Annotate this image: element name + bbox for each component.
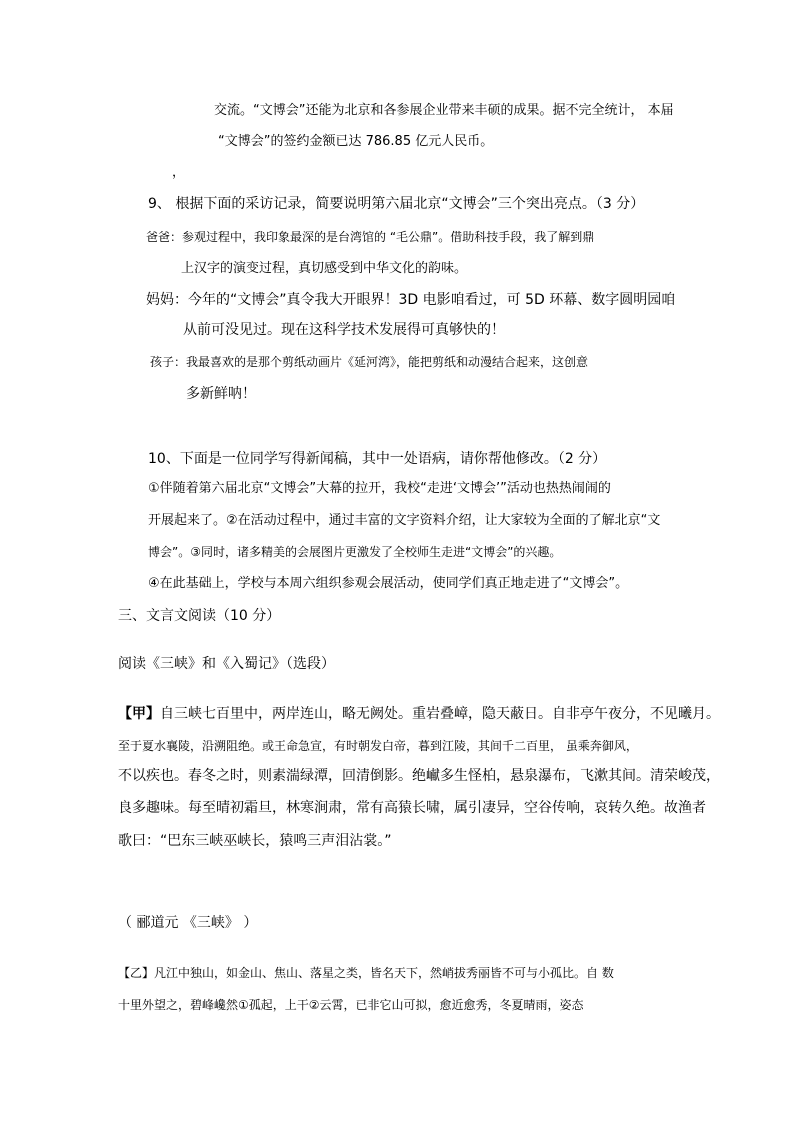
text-line: “文博会”的签约金额已达 786.85 亿元人民币。 (218, 134, 494, 149)
news-line: ①伴随着第六届北京“文博会”大幕的拉开，我校“走进‘文博会’”活动也热热闹闹的 (148, 481, 611, 496)
interview-kid-cont: 多新鲜呐！ (186, 386, 256, 402)
passage-jia-text: 自三峡七百里中，两岸连山，略无阙处。重岩叠嶂，隐天蔽日。自非亭午夜分，不见曦月。 (160, 706, 720, 722)
section-heading: 三、文言文阅读（10 分） (118, 608, 281, 624)
passage-jia-line: 良多趣味。每至晴初霜旦，林寒涧肃，常有高猿长啸，属引凄异，空谷传响，哀转久绝。故渔者 (118, 800, 706, 816)
passage-jia-line: 不以疾也。春冬之时，则素湍绿潭，回清倒影。绝𪩘多生怪柏，悬泉瀑布，飞漱其间。清荣峻茂， (118, 768, 720, 784)
passage-yi-line: 【乙】凡江中独山，如金山、焦山、落星之类，皆名天下，然峭拔秀丽皆不可与小孤比。自 数 (118, 966, 614, 980)
passage-jia-line (118, 707, 720, 721)
question-9: 9、 根据下面的采访记录，简要说明第六届北京“文博会”三个突出亮点。（3 分） (148, 196, 645, 212)
question-10: 10、下面是一位同学写得新闻稿，其中一处语病，请你帮他修改。（2 分） (148, 451, 607, 467)
interview-mom: 妈妈：今年的“文博会”真令我大开眼界！3D 电影咱看过，可 5D 环幕、数字圆明园咱 (146, 292, 676, 308)
text-line: ， (172, 165, 186, 180)
passage-jia-line: 歌曰：“巴东三峡巫峡长，猿鸣三声泪沾裳。” (118, 833, 392, 849)
passage-yi-line: 十里外望之，碧峰巉然①孤起，上干②云霄，已非它山可拟，愈近愈秀，冬夏晴雨，姿态 (118, 998, 584, 1012)
interview-kid: 孩子：我最喜欢的是那个剪纸动画片《延河湾》，能把剪纸和动漫结合起来，这创意 (150, 355, 589, 369)
passage-jia-line: 至于夏水襄陵，沿溯阻绝。或王命急宣，有时朝发白帝，暮到江陵，其间千二百里， 虽乘奔御风， (118, 739, 638, 753)
passage-jia-tag: 【甲】 (118, 706, 160, 722)
interview-dad-cont: 上汉字的演变过程，真切感受到中华文化的韵味。 (181, 261, 468, 276)
news-line: ④在此基础上，学校与本周六组织参观会展活动，使同学们真正地走进了“文博会”。 (148, 576, 629, 591)
interview-dad: 爸爸：参观过程中，我印象最深的是台湾馆的 “毛公鼎”。借助科技手段，我了解到鼎 (146, 230, 595, 244)
text-line: 交流。“文博会”还能为北京和各参展企业带来丰硕的成果。据不完全统计， 本届 (214, 103, 674, 118)
passage-source: （ 郦道元 《三峡》 ） (118, 915, 258, 931)
news-line: 开展起来了。②在活动过程中，通过丰富的文字资料介绍，让大家较为全面的了解北京“文 (148, 513, 661, 528)
news-line: 博会”。③同时，诸多精美的会展图片更激发了全校师生走进“文博会”的兴趣。 (148, 545, 562, 559)
reading-title: 阅读《三峡》和《入蜀记》（选段） (118, 656, 335, 672)
interview-mom-cont: 从前可没见过。现在这科学技术发展得可真够快的！ (183, 322, 505, 338)
